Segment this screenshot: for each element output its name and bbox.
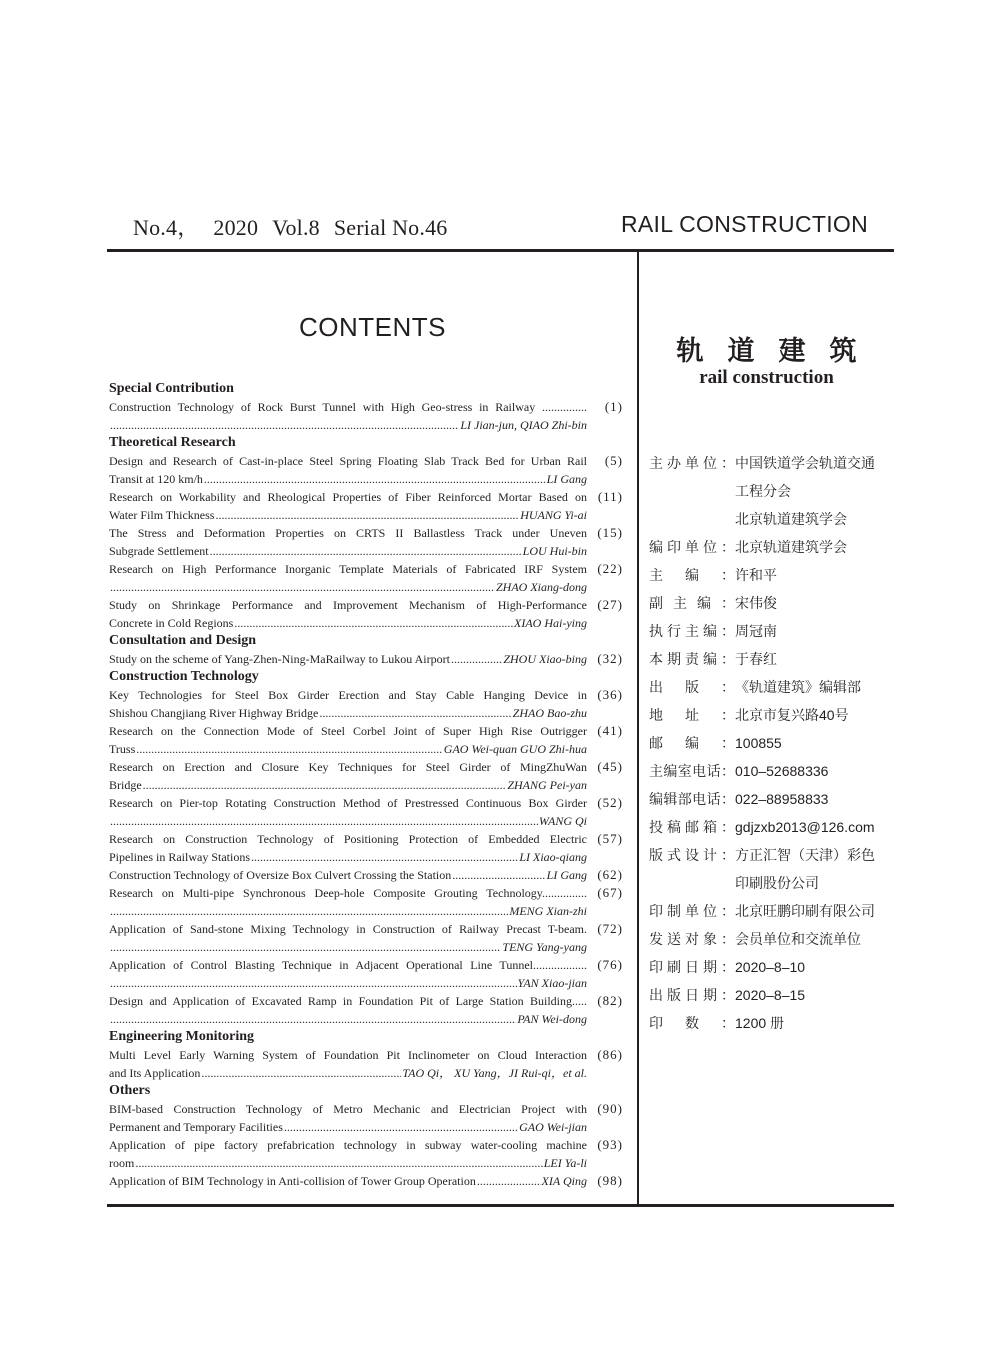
dot-leader: [251, 848, 518, 866]
toc-entry[interactable]: [109, 524, 625, 560]
toc-entry-title: Pipelines in Railway Stations: [109, 850, 250, 864]
toc-section-heading: Theoretical Research: [109, 435, 236, 450]
toc-entry-authors: HUANG Yi-ai: [520, 508, 587, 522]
toc-entry-page: (52): [597, 795, 623, 810]
toc-entry[interactable]: [109, 758, 625, 794]
toc-entry[interactable]: [109, 722, 625, 758]
info-value: 方正汇智（天津）彩色: [735, 847, 875, 863]
journal-name-cn-char: 筑: [829, 336, 869, 366]
issue-number: No.4，: [133, 215, 200, 240]
dot-leader: [110, 1010, 516, 1028]
toc-entry[interactable]: [109, 686, 625, 722]
info-row: [649, 873, 889, 901]
info-row: [649, 789, 889, 817]
info-row: [649, 957, 889, 985]
toc-entry-title: Research on Construction Technology of Positioning Protection of Embedded Electric: [109, 832, 587, 846]
dot-leader: [110, 416, 459, 434]
toc-entry-page: (36): [597, 687, 623, 702]
toc-section-heading: Engineering Monitoring: [109, 1029, 255, 1044]
info-label: 本 期 责 编 ：: [649, 651, 735, 667]
toc-entry-title: Concrete in Cold Regions: [109, 616, 234, 630]
info-label: 出 版 ：: [649, 679, 735, 695]
toc-entry-page: (45): [597, 759, 623, 774]
info-value: 022–88958833: [735, 791, 829, 807]
issue-year: 2020: [213, 215, 259, 240]
toc-entry-leader-line: [109, 740, 587, 758]
journal-name-cn-char: 轨: [676, 336, 716, 366]
toc-entry-title: Research on Workability and Rheological Properties of Fiber Reinforced Mortar Based on: [109, 490, 587, 504]
info-value: 北京轨道建筑学会: [735, 511, 847, 527]
info-value: 周冠南: [735, 623, 777, 639]
toc-entry-authors: TAO Qi， XU Yang，JI Rui-qi，et al.: [402, 1066, 587, 1080]
toc-entry[interactable]: [109, 956, 625, 992]
issue-serial: Serial No.46: [333, 215, 448, 240]
toc-entry[interactable]: [109, 920, 625, 956]
info-row: [649, 509, 889, 537]
dot-leader: [143, 776, 507, 794]
info-value: 010–52688336: [735, 763, 829, 779]
toc-entry-page: (62): [597, 867, 623, 882]
toc-entry[interactable]: [109, 1172, 625, 1190]
toc-entry[interactable]: [109, 884, 625, 920]
info-value: 100855: [735, 735, 782, 751]
info-label: 编 辑 部 电 话 ：: [649, 791, 735, 807]
toc-entry-leader-line: [109, 1172, 587, 1190]
toc-entry-title: Research on Pier-top Rotating Construction Method of Prestressed Continuous Box Girder: [109, 796, 587, 810]
journal-name-cn-char: 建: [778, 336, 818, 366]
toc-entry-title: Construction Technology of Oversize Box Culvert Crossing the Station: [109, 868, 452, 882]
toc-entry-title: Bridge: [109, 778, 142, 792]
toc-entry-authors: GAO Wei-quan GUO Zhi-hua: [443, 742, 587, 756]
journal-name-en: RAIL CONSTRUCTION: [620, 211, 868, 237]
toc-entry-title: Construction Technology of Rock Burst Tunnel with High Geo-stress in Railway ...............: [109, 400, 587, 414]
toc-entry-title: Design and Application of Excavated Ramp in Foundation Pit of Large Station Building.....: [109, 994, 587, 1008]
toc-entry-title: Research on Multi-pipe Synchronous Deep-hole Composite Grouting Technology...............: [109, 886, 587, 900]
issue-volume: Vol.8: [272, 215, 320, 240]
toc-entry[interactable]: [109, 830, 625, 866]
toc-entry-title: Truss: [109, 742, 136, 756]
toc-section-heading: Consultation and Design: [109, 633, 257, 648]
toc-section-heading: Others: [109, 1083, 151, 1098]
info-value: 《轨道建筑》编辑部: [735, 679, 861, 695]
toc-entry-page: (11): [597, 489, 623, 504]
toc-entry-authors: ZHANG Pei-yan: [507, 778, 587, 792]
toc-entry-title: Study on the scheme of Yang-Zhen-Ning-MaRailway to Lukou Airport: [109, 652, 450, 666]
toc-entry[interactable]: [109, 794, 625, 830]
info-value: 工程分会: [735, 483, 791, 499]
toc-entry-title: The Stress and Deformation Properties on CRTS II Ballastless Track under Uneven: [109, 526, 587, 540]
toc-entry[interactable]: [109, 560, 625, 596]
toc-entry-leader-line: [109, 1118, 587, 1136]
info-label: 主 编 室 电 话 ：: [649, 763, 735, 779]
toc-entry-page: (72): [597, 921, 623, 936]
info-row: [649, 593, 889, 621]
info-label: 印 刷 日 期 ：: [649, 959, 735, 975]
toc-entry-authors: LI Gang: [546, 868, 587, 882]
toc-entry[interactable]: [109, 992, 625, 1028]
toc-entry-authors: TENG Yang-yang: [502, 940, 587, 954]
toc-entry-title: Research on Erection and Closure Key Techniques for Steel Girder of MingZhuWan: [109, 760, 587, 774]
toc-entry-leader-line: [109, 650, 587, 668]
toc-entry-leader-line: [109, 866, 587, 884]
toc-entry-authors: ZHAO Xiang-dong: [496, 580, 587, 594]
toc-entry-title: Shishou Changjiang River Highway Bridge: [109, 706, 319, 720]
info-row: [649, 817, 889, 845]
toc-entry-leader-line: [109, 506, 587, 524]
toc-entry-leader-line: [109, 848, 587, 866]
toc-entry-authors: PAN Wei-dong: [517, 1012, 587, 1026]
dot-leader: [110, 938, 501, 956]
info-row: [649, 621, 889, 649]
dot-leader: [234, 614, 513, 632]
dot-leader: [451, 650, 502, 668]
toc-entry-authors: XIA Qing: [541, 1174, 587, 1188]
toc-entry[interactable]: [109, 488, 625, 524]
toc-entry[interactable]: [109, 650, 625, 668]
toc-entry[interactable]: [109, 596, 625, 632]
toc-entry-title: BIM-based Construction Technology of Metro Mechanic and Electrician Project with: [109, 1102, 587, 1116]
info-label: 版 式 设 计 ：: [649, 847, 735, 863]
journal-name-cn-char: 道: [727, 336, 767, 366]
toc-entry-leader-line: [109, 704, 587, 722]
info-label: 投 稿 邮 箱 ：: [649, 819, 735, 835]
info-value: 2020–8–15: [735, 987, 806, 1003]
toc-entry-page: (27): [597, 597, 623, 612]
dot-leader: [201, 1064, 401, 1082]
info-value: 宋伟俊: [735, 595, 777, 611]
toc-entry-title: Application of Sand-stone Mixing Technology in Construction of Railway Precast T-beam.: [109, 922, 587, 936]
info-label: 主 编 ：: [649, 567, 735, 583]
dot-leader: [215, 506, 519, 524]
toc-entry-leader-line: [109, 1010, 587, 1028]
issue-line: [133, 211, 461, 242]
contents-title: CONTENTS: [299, 312, 446, 342]
toc-entry-authors: YAN Xiao-jian: [517, 976, 587, 990]
toc-entry-authors: XIAO Hai-ying: [514, 616, 587, 630]
toc-entry-title: Application of pipe factory prefabrication technology in subway water-cooling machine: [109, 1138, 587, 1152]
dot-leader: [110, 974, 517, 992]
toc-entry-title: Research on High Performance Inorganic Template Materials of Fabricated IRF System: [109, 562, 587, 576]
toc-entry-page: (41): [597, 723, 623, 738]
toc-entry-title: Application of Control Blasting Technique in Adjacent Operational Line Tunnel..................: [109, 958, 587, 972]
info-row: [649, 845, 889, 873]
toc-entry[interactable]: [109, 398, 625, 434]
info-row: [649, 537, 889, 565]
toc-entry-authors: WANG Qi: [538, 814, 587, 828]
toc-entry-page: (5): [604, 453, 623, 468]
toc-entry-title: Subgrade Settlement: [109, 544, 209, 558]
info-row: [649, 929, 889, 957]
info-label: 印 制 单 位 ：: [649, 903, 735, 919]
info-value: 北京轨道建筑学会: [735, 539, 847, 555]
toc-entry-leader-line: [109, 416, 587, 434]
dot-leader: [110, 812, 538, 830]
toc-entry-authors: MENG Xian-zhi: [509, 904, 587, 918]
publication-info: [649, 453, 889, 1041]
toc-entry-title: and Its Application: [109, 1066, 201, 1080]
toc-entry-authors: LI Jian-jun, QIAO Zhi-bin: [460, 418, 587, 432]
info-label: [649, 873, 735, 901]
toc-entry-title: Research on the Connection Mode of Steel Corbel Joint of Super High Rise Outrigger: [109, 724, 587, 738]
toc-entry-page: (15): [597, 525, 623, 540]
info-row: [649, 761, 889, 789]
toc-entry-leader-line: [109, 470, 587, 488]
dot-leader: [452, 866, 545, 884]
toc-entry[interactable]: [109, 1046, 625, 1082]
dot-leader: [319, 704, 511, 722]
toc-entry-leader-line: [109, 1154, 587, 1172]
bottom-rule: [107, 1204, 894, 1207]
toc-entry-page: (57): [597, 831, 623, 846]
toc-entry-page: (67): [597, 885, 623, 900]
toc-entry-authors: ZHOU Xiao-bing: [503, 652, 587, 666]
info-value: 会员单位和交流单位: [735, 931, 861, 947]
toc-entry-page: (93): [597, 1137, 623, 1152]
dot-leader: [204, 470, 546, 488]
info-row: [649, 985, 889, 1013]
toc-entry-leader-line: [109, 578, 587, 596]
info-label: 执 行 主 编 ：: [649, 623, 735, 639]
info-row: [649, 677, 889, 705]
toc-section-heading: Special Contribution: [109, 381, 234, 396]
toc-entry-authors: LEI Ya-li: [543, 1156, 587, 1170]
info-value: 2020–8–10: [735, 959, 806, 975]
toc-entry-page: (82): [597, 993, 623, 1008]
toc-entry-page: (1): [604, 399, 623, 414]
toc-entry-page: (86): [597, 1047, 623, 1062]
info-label: 出 版 日 期 ：: [649, 987, 735, 1003]
toc-entry-title: Multi Level Early Warning System of Foundation Pit Inclinometer on Cloud Interaction: [109, 1048, 587, 1062]
toc-entry-leader-line: [109, 938, 587, 956]
info-label: 邮 编 ：: [649, 735, 735, 751]
toc-entry-title: Application of BIM Technology in Anti-collision of Tower Group Operation: [109, 1174, 476, 1188]
toc-entry[interactable]: [109, 866, 625, 884]
toc-entry-leader-line: [109, 974, 587, 992]
info-label: [649, 481, 735, 509]
journal-name-cn-subtitle: rail construction: [699, 367, 834, 388]
info-label: 发 送 对 象 ：: [649, 931, 735, 947]
toc-entry[interactable]: [109, 1100, 625, 1136]
toc-entry-title: Key Technologies for Steel Box Girder Erection and Stay Cable Hanging Device in: [109, 688, 587, 702]
dot-leader: [136, 740, 443, 758]
info-value: 印刷股份公司: [735, 875, 819, 891]
toc-section-heading: Construction Technology: [109, 669, 259, 684]
toc-entry-leader-line: [109, 542, 587, 560]
top-rule: [107, 249, 894, 252]
dot-leader: [210, 542, 522, 560]
info-value: 中国铁道学会轨道交通: [735, 455, 875, 471]
dot-leader: [284, 1118, 518, 1136]
toc-entry-authors: LI Xiao-qiang: [519, 850, 587, 864]
toc-entry-title: Study on Shrinkage Performance and Improvement Mechanism of High-Performance: [109, 598, 587, 612]
table-of-contents: [109, 380, 625, 1190]
toc-entry-title: Water Film Thickness: [109, 508, 215, 522]
toc-entry-page: (98): [597, 1173, 623, 1188]
dot-leader: [477, 1172, 541, 1190]
info-row: [649, 705, 889, 733]
info-label: 地 址 ：: [649, 707, 735, 723]
toc-entry-leader-line: [109, 902, 587, 920]
info-row: [649, 649, 889, 677]
info-row: [649, 901, 889, 929]
info-value: 北京市复兴路40号: [735, 707, 849, 723]
info-row: [649, 565, 889, 593]
dot-leader: [110, 902, 508, 920]
info-label: 编 印 单 位 ：: [649, 539, 735, 555]
info-label: [649, 509, 735, 537]
info-row: [649, 1013, 889, 1041]
info-value[interactable]: gdjzxb2013@126.com: [735, 819, 875, 835]
toc-entry[interactable]: [109, 452, 625, 488]
toc-entry-leader-line: [109, 614, 587, 632]
dot-leader: [110, 578, 495, 596]
info-value: 北京旺鹏印刷有限公司: [735, 903, 875, 919]
toc-entry-authors: GAO Wei-jian: [519, 1120, 587, 1134]
toc-entry-page: (76): [597, 957, 623, 972]
toc-entry-leader-line: [109, 776, 587, 794]
toc-entry-page: (22): [597, 561, 623, 576]
toc-entry-authors: LOU Hui-bin: [522, 544, 587, 558]
info-row: [649, 453, 889, 481]
toc-entry-authors: ZHAO Bao-zhu: [512, 706, 587, 720]
info-label: 主 办 单 位 ：: [649, 455, 735, 471]
toc-entry-page: (90): [597, 1101, 623, 1116]
toc-entry[interactable]: [109, 1136, 625, 1172]
column-divider: [637, 251, 639, 1205]
toc-entry-leader-line: [109, 812, 587, 830]
toc-entry-leader-line: [109, 1064, 587, 1082]
toc-entry-page: (32): [597, 651, 623, 666]
info-value: 1200 册: [735, 1015, 785, 1031]
info-label: 印 数 ：: [649, 1015, 735, 1031]
info-value: 许和平: [735, 567, 777, 583]
toc-entry-authors: LI Gang: [546, 472, 587, 486]
toc-entry-title: Transit at 120 km/h: [109, 472, 203, 486]
info-row: [649, 733, 889, 761]
info-value: 于春红: [735, 651, 777, 667]
toc-entry-title: Permanent and Temporary Facilities: [109, 1120, 283, 1134]
info-row: [649, 481, 889, 509]
toc-entry-title: Design and Research of Cast-in-place Steel Spring Floating Slab Track Bed for Urban Rail: [109, 454, 587, 468]
info-label: 副 主 编 ：: [649, 595, 735, 611]
toc-entry-title: room: [109, 1156, 135, 1170]
dot-leader: [135, 1154, 542, 1172]
journal-name-cn: [639, 329, 894, 368]
